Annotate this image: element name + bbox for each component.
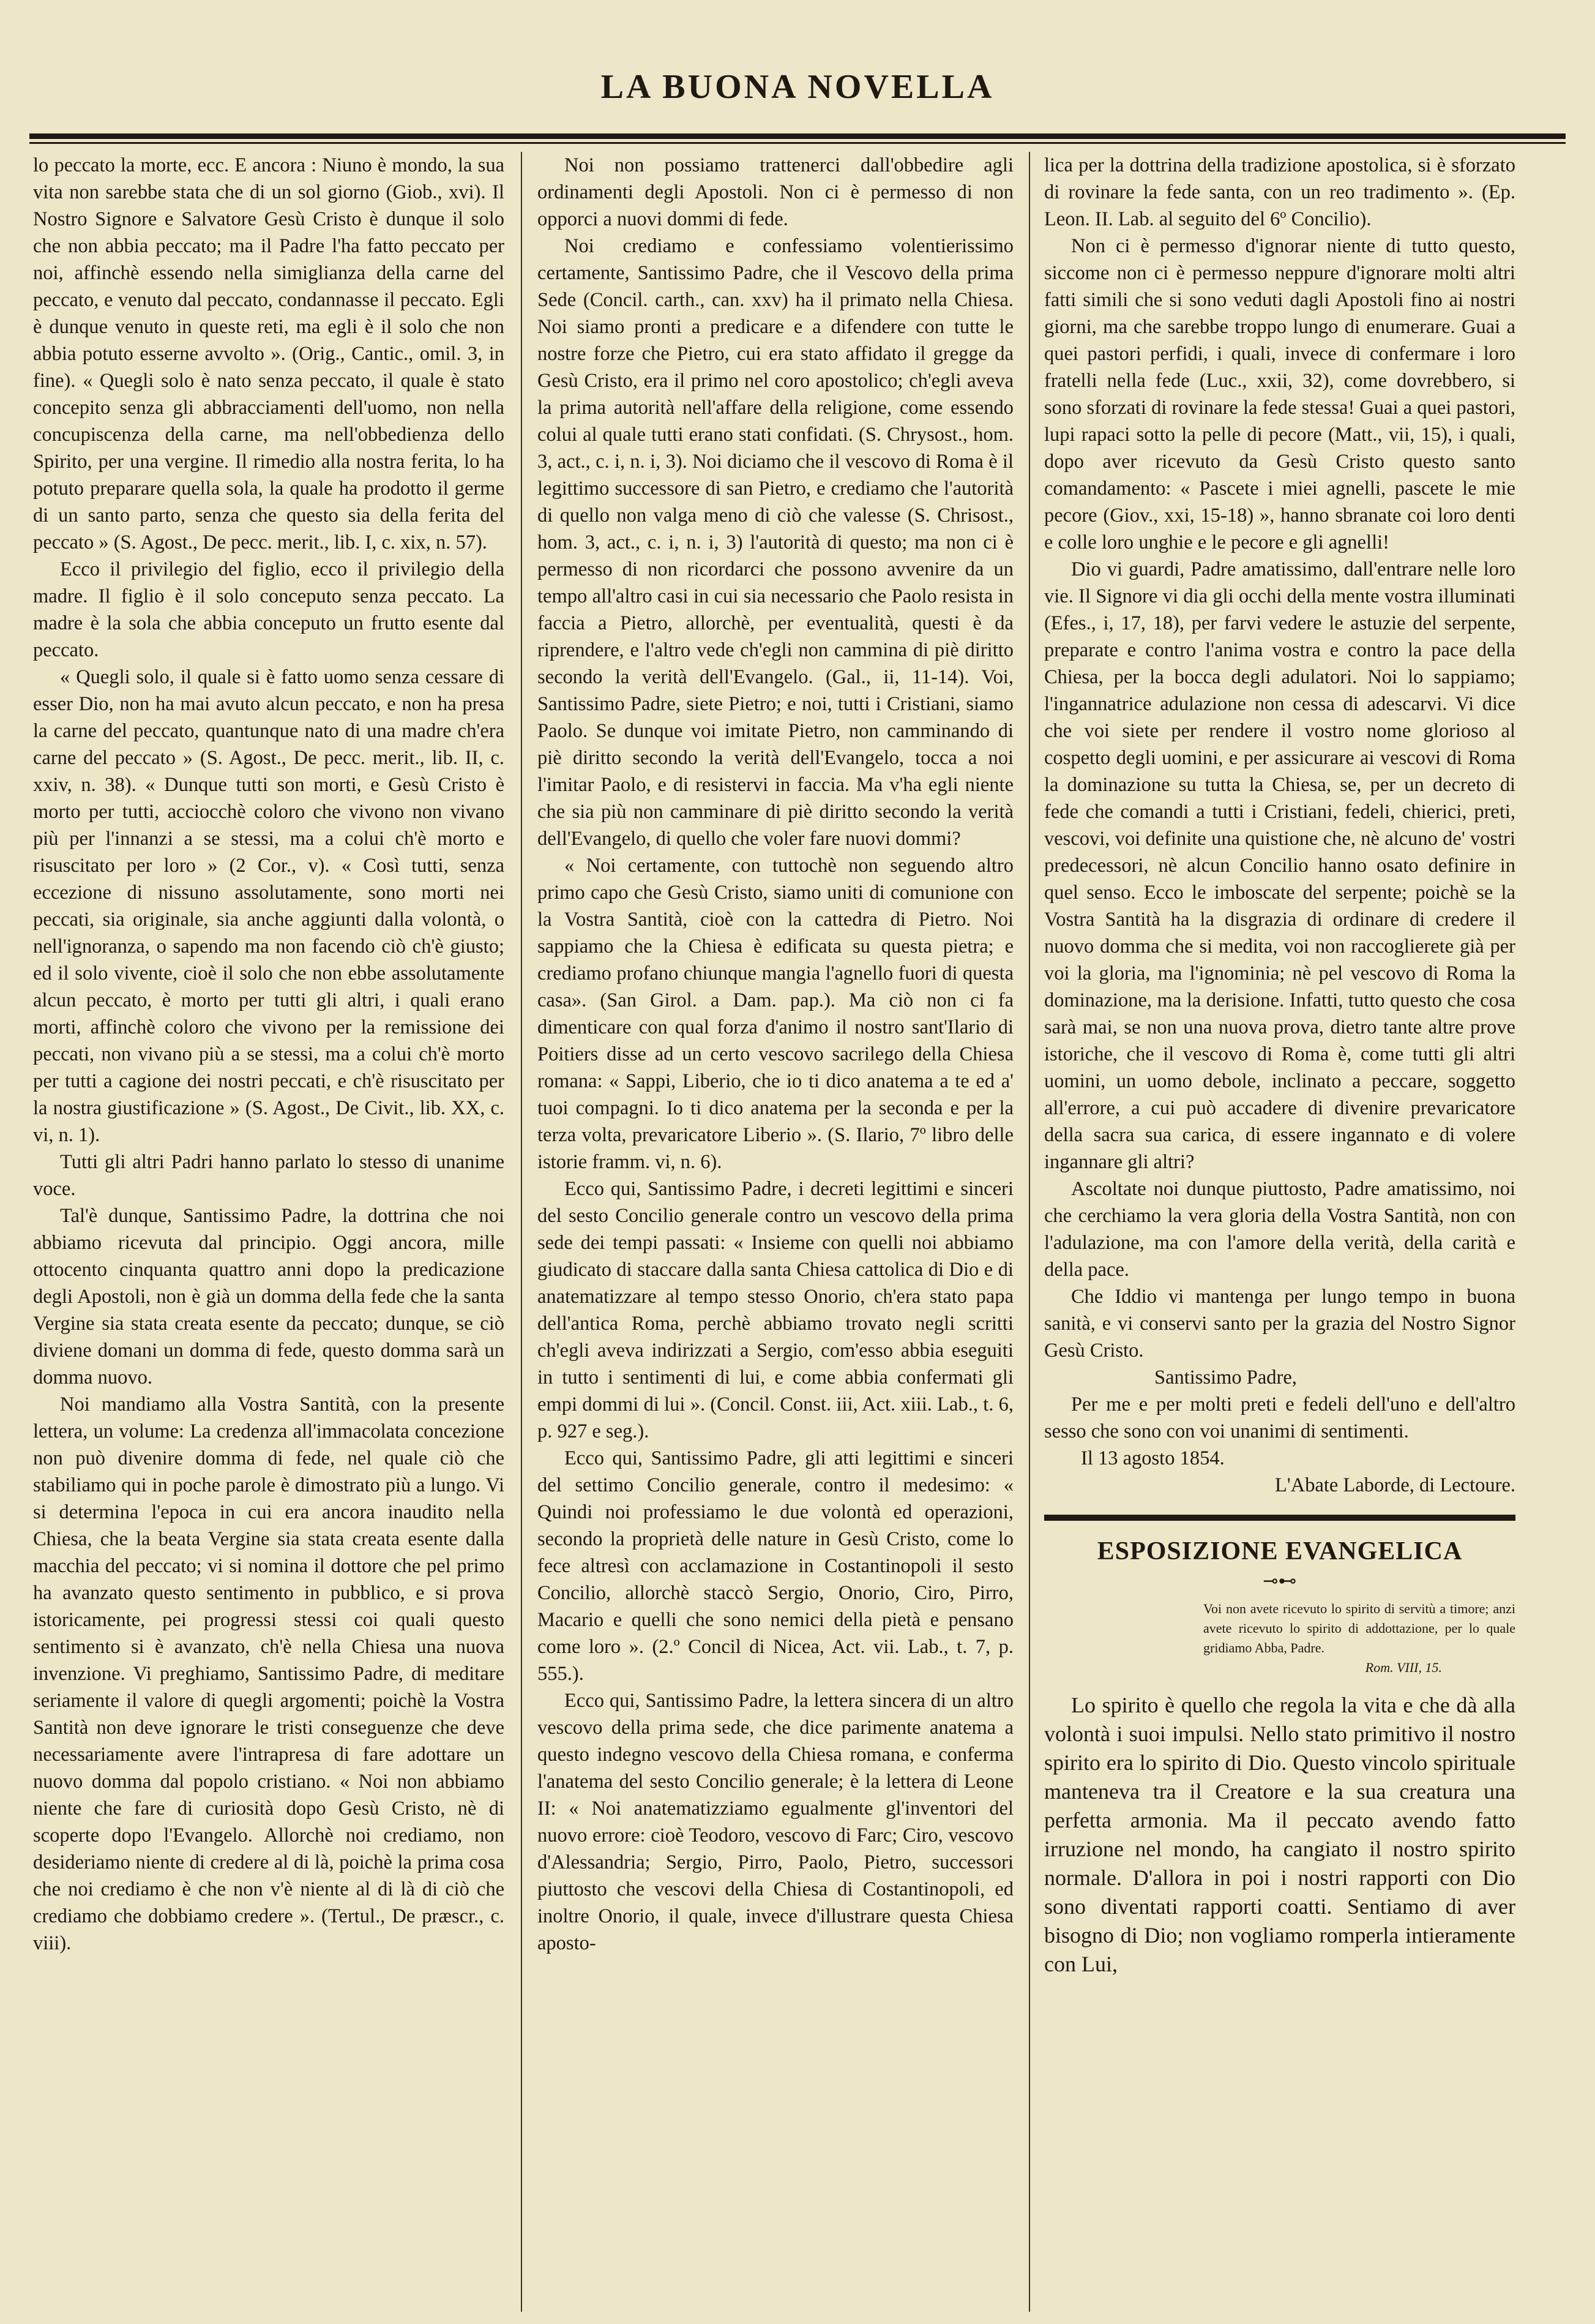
paragraph: lica per la dottrina della tradizione apostolica, si è sforzato di rovinare la fede santa, con un reo tradimento ». (Ep. Leon. II. Lab. al seguito del 6º Concilio).: [1044, 154, 1515, 230]
paragraph: Ecco il privilegio del figlio, ecco il privilegio della madre. Il figlio è il solo conceputo senza peccato. La madre è la sola che abbia conceputo un frutto esente dal peccato.: [33, 558, 504, 661]
paragraph: Noi non possiamo trattenerci dall'obbedire agli ordinamenti degli Apostoli. Non ci è permesso di non opporci a nuovi dommi di fede.: [537, 154, 1014, 230]
epigraph: [1203, 1599, 1515, 1677]
masthead-title: LA BUONA NOVELLA: [600, 68, 995, 106]
letter-signature: L'Abate Laborde, di Lectoure.: [1275, 1474, 1515, 1496]
section-title: ESPOSIZIONE EVANGELICA: [1097, 1537, 1463, 1565]
column-divider: [521, 152, 522, 2312]
masthead-rule-thin: [29, 142, 1566, 144]
paragraph: Che Iddio vi mantenga per lungo tempo in buona sanità, e vi conservi santo per la grazia del Nostro Signor Gesù Cristo.: [1044, 1286, 1515, 1362]
paragraph: Tutti gli altri Padri hanno parlato lo stesso di unanime voce.: [33, 1151, 504, 1200]
paragraph: Ascoltate noi dunque piuttosto, Padre amatissimo, noi che cerchiamo la vera gloria della Vostra Santità, non con l'adulazione, ma con l'amore della verità, della carità e della pace.: [1044, 1178, 1515, 1281]
column-divider: [1029, 152, 1030, 2312]
paragraph: Ecco qui, Santissimo Padre, la lettera sincera di un altro vescovo della prima sede, che dice parimente anatema a questo indegno vescovo della Chiesa romana, e conferma l'anatema del sesto Concilio generale; è la lettera di Leone II: « Noi anatematizziamo egualmente gl'inventori del nuovo errore: cioè Teodoro, vescovo di Farc; Ciro, vescovo d'Alessandria; Sergio, Pirro, Paolo, Pietro, successori piuttosto che vescovi della Chiesa di Costantinopoli, ed inoltre Onorio, il quale, invece d'illustrare questa Chiesa aposto-: [537, 1690, 1014, 1954]
paragraph: Non ci è permesso d'ignorar niente di tutto questo, siccome non ci è permesso neppure d'ignorare molti altri fatti simili che si sono veduti dagli Apostoli fino ai nostri giorni, ma che sarebbe troppo lungo di enumerare. Guai a quei pastori perfidi, i quali, invece di confermare i loro fratelli nella fede (Luc., xxii, 32), come dovrebbero, si sono sforzati di rovinare la fede stessa! Guai a quei pastori, lupi rapaci sotto la pelle di pecore (Matt., vii, 15), i quali, dopo aver ricevuto da Gesù Cristo questo santo comandamento: « Pascete i miei agnelli, pascete le mie pecore (Giov., xxi, 15-18) », hanno sbranate coi loro denti e colle loro unghie e le pecore e gli agnelli!: [1044, 235, 1515, 553]
letter-closing: Per me e per molti preti e fedeli dell'uno e dell'altro sesso che sono con voi unanimi di sentimenti.: [1044, 1393, 1515, 1442]
paragraph: « Quegli solo, il quale si è fatto uomo senza cessare di esser Dio, non ha mai avuto alcun peccato, e non ha presa la carne del peccato, quantunque nato di una madre ch'era carne del peccato » (S. Agost., De pecc. merit., lib. II, c. xxiv, n. 38). « Dunque tutti son morti, e Gesù Cristo è morto per tutti, acciocchè coloro che vivono non vivano più per l'innanzi a se stessi, ma a colui ch'è morto e risuscitato per loro » (2 Cor., v). « Così tutti, senza eccezione di nissuno assolutamente, sono morti nei peccati, sia originale, sia anche aggiunti dalla volontà, o nell'ignoranza, o sapendo ma non facendo ciò ch'è giusto; ed il solo vivente, cioè il solo che non ebbe assolutamente alcun peccato, è morto per tutti gli altri, i quali erano morti, affinchè coloro che vivono per la remissione dei peccati, non vivano più a se stessi, ma a colui ch'è morto per tutti a cagione dei nostri peccati, e ch'è risuscitato per la nostra giustificazione » (S. Agost., De Civit., lib. XX, c. vi, n. 1).: [33, 666, 504, 1146]
section-body: [1044, 1691, 1515, 1979]
paragraph: Dio vi guardi, Padre amatissimo, dall'entrare nelle loro vie. Il Signore vi dia gli occhi della mente vostra illuminati (Efes., i, 17, 18), per farvi vedere le astuzie del serpente, preparate e contro l'anima vostra e contro la pace della Chiesa, per la bocca degli adulatori. Noi lo sappiamo; l'ingannatrice adulazione non cessa di adescarvi. Vi dice che voi siete per rendere il vostro nome glorioso al cospetto degli uomini, e per assicurare ai vescovi di Roma la dominazione su tutta la Chiesa, se, per un decreto di fede che comandi a tutti i Cristiani, fedeli, chierici, preti, vescovi, voi definite una quistione che, nè alcuno de' vostri predecessori, nè alcun Concilio hanno osato definire in quel senso. Ecco le imboscate del serpente; poichè se la Vostra Santità ha la disgrazia di ordinare di credere il nuovo domma che si medita, voi non raccoglierete già per voi la gloria, ma l'ignominia; nè pel vescovo di Roma la dominazione, ma la derisione. Infatti, tutto questo che cosa sarà mai, se non una nuova prova, dietro tante altre prove istoriche, che il vescovo di Roma è, come tutti gli altri uomini, un uomo debole, inclinato a peccare, soggetto all'errore, a cui può accadere di divenire prevaricatore della sacra sua carica, di essere ingannato e di volere ingannare gli altri?: [1044, 558, 1515, 1173]
letter-date: Il 13 agosto 1854.: [1081, 1447, 1225, 1469]
paragraph: Noi crediamo e confessiamo volentierissimo certamente, Santissimo Padre, che il Vescovo della prima Sede (Concil. carth., can. xxv) ha il primato nella Chiesa. Noi siamo pronti a predicare e a difendere con tutte le nostre forze che Pietro, cui era stato affidato il gregge da Gesù Cristo, era il primo nel coro apostolico; ch'egli aveva la prima autorità nell'affare della religione, come essendo colui al quale tutti erano stati confidati. (S. Chrysost., hom. 3, act., c. i, n. i, 3). Noi diciamo che il vescovo di Roma è il legittimo successore di san Pietro, e crediamo che l'autorità di quello non valga meno di ciò che valesse (S. Chrisost., hom. 3, act., c. i, n. i, 3) l'autorità di questo; ma non ci è permesso di non ricordarci che possono avvenire da un tempo all'altro casi in cui sia necessario che Paolo resista in faccia a Pietro, allorchè, per eventualità, questi è da riprendere, e l'altro vede ch'egli non cammina di piè diritto secondo la verità dell'Evangelo. (Gal., ii, 11-14). Voi, Santissimo Padre, siete Pietro; e noi, tutti i Cristiani, siamo Paolo. Se dunque voi imitate Pietro, non camminando di piè diritto secondo la verità dell'Evangelo, tocca a noi l'imitar Paolo, e di resistervi in faccia. Ma v'ha egli niente che sia più non camminare di piè diritto secondo la verità dell'Evangelo, di quello che voler fare nuovi dommi?: [537, 235, 1014, 850]
letter-salutation: Santissimo Padre,: [1154, 1366, 1297, 1389]
paragraph: lo peccato la morte, ecc. E ancora : Niuno è mondo, la sua vita non sarebbe stata che di un sol giorno (Giob., xvi). Il Nostro Signore e Salvatore Gesù Cristo è dunque il solo che non abbia peccato; ma il Padre l'ha fatto peccato per noi, affinchè essendo nella simiglianza della carne del peccato, e venuto dal peccato, condannasse il peccato. Egli è dunque venuto in queste reti, ma egli è il solo che non abbia potuto esserne avvolto ». (Orig., Cantic., omil. 3, in fine). « Quegli solo è nato senza peccato, il quale è stato concepito senza gli abbracciamenti dell'uomo, non nella concupiscenza della carne, ma nell'obbedienza dello Spirito, per una vergine. Il rimedio alla nostra ferita, lo ha potuto preparare quella sola, la quale ha prodotto il germe di un santo parto, senza che questo sia della ferita del peccato » (S. Agost., De pecc. merit., lib. I, c. xix, n. 57).: [33, 154, 504, 553]
column-3: [1044, 152, 1515, 2312]
paragraph: Noi mandiamo alla Vostra Santità, con la presente lettera, un volume: La credenza all'immacolata concezione non può divenire domma di fede, nel quale ciò che stabiliamo qui in poche parole è dimostrato più a lungo. Vi si determina l'epoca in cui era ancora inaudito nella Chiesa, che la beata Vergine sia stata creata esente dalla macchia del peccato; vi si nomina il dottore che pel primo ha avanzato questo sentimento in pubblico, e si prova istoricamente, pei progressi stessi coi quali questo sentimento si è avanzato, ch'è nella Chiesa una nuova invenzione. Vi preghiamo, Santissimo Padre, di meditare seriamente il valore di quegli argomenti; poichè la Vostra Santità non deve ignorare le tristi conseguenze che deve necessariamente avere l'intrapresa di fare adottare un nuovo domma dal popolo cristiano. « Noi non abbiamo niente che fare di curiosità dopo Gesù Cristo, nè di scoperte dopo l'Evangelo. Allorchè noi crediamo, non desideriamo niente di credere al di là, poichè la prima cosa che noi crediamo è che non v'è niente al di là di ciò che crediamo che dobbiamo credere ». (Tertul., De præscr., c. viii).: [33, 1393, 504, 1954]
ornament-divider: ⊸⊷: [1263, 1571, 1297, 1591]
masthead-rule-thick: [29, 133, 1566, 139]
paragraph: Ecco qui, Santissimo Padre, gli atti legittimi e sinceri del settimo Concilio generale, contro il medesimo: « Quindi noi professiamo le due volontà ed operazioni, secondo la proprietà delle nature in Gesù Cristo, come lo fece altresì con acclamazione in Costantinopoli il sesto Concilio, allorchè staccò Sergio, Onorio, Ciro, Pirro, Macario e quelli che sono nemici della pietà e pensano come loro ». (2.º Concil di Nicea, Act. vii. Lab., t. 7, p. 555.).: [537, 1447, 1014, 1685]
column-1: [33, 152, 504, 2312]
section-rule: [1044, 1515, 1515, 1521]
epigraph-reference: Rom. VIII, 15.: [1365, 1660, 1442, 1675]
column-2: [537, 152, 1014, 2312]
paragraph: Tal'è dunque, Santissimo Padre, la dottrina che noi abbiamo ricevuta dal principio. Oggi ancora, mille ottocento cinquanta quattro anni dopo la predicazione degli Apostoli, non è già un domma della fede che la santa Vergine sia stata creata esente da peccato; dunque, se ciò diviene domani un domma di fede, questo domma sarà un domma nuovo.: [33, 1205, 504, 1389]
paragraph: « Noi certamente, con tuttochè non seguendo altro primo capo che Gesù Cristo, siamo uniti di comunione con la Vostra Santità, cioè con la cattedra di Pietro. Noi sappiamo che la Chiesa è edificata su questa pietra; e crediamo profano chiunque mangia l'agnello fuori di questa casa». (San Girol. a Dam. pap.). Ma ciò non ci fa dimenticare con qual forza d'animo il nostro sant'Ilario di Poitiers disse ad un certo vescovo sacrilego della Chiesa romana: « Sappi, Liberio, che io ti dico anatema a te ed a' tuoi compagni. Io ti dico anatema per la seconda e per la terza volta, prevaricatore Liberio ». (S. Ilario, 7º libro delle istorie framm. vi, n. 6).: [537, 855, 1014, 1173]
epigraph-text: Voi non avete ricevuto lo spirito di servitù a timore; anzi avete ricevuto lo spirito di addottazione, per lo quale gridiamo Abba, Padre.: [1203, 1601, 1515, 1655]
paragraph: Lo spirito è quello che regola la vita e che dà alla volontà i suoi impulsi. Nello stato primitivo il nostro spirito era lo spirito di Dio. Questo vincolo spirituale manteneva tra il Creatore e la sua creatura una perfetta armonia. Ma il peccato avendo fatto irruzione nel mondo, ha cangiato il nostro spirito normale. D'allora in poi i nostri rapporti con Dio sono diventati rapporti coatti. Sentiamo di aver bisogno di Dio; non vogliamo romperla intieramente con Lui,: [1044, 1693, 1515, 1976]
paragraph: Ecco qui, Santissimo Padre, i decreti legittimi e sinceri del sesto Concilio generale contro un vescovo della prima sede dei tempi passati: « Insieme con quelli noi abbiamo giudicato di staccare dalla santa Chiesa cattolica di Dio e di anatematizzare al tempo stesso Onorio, ch'era stato papa dell'antica Roma, perchè abbiamo trovato negli scritti ch'egli aveva indirizzati a Sergio, com'esso abbia eseguiti in tutto i sentimenti di lui, e come abbia confermati gli empi dommi di lui ». (Concil. Const. iii, Act. xiii. Lab., t. 6, p. 927 e seg.).: [537, 1178, 1014, 1442]
